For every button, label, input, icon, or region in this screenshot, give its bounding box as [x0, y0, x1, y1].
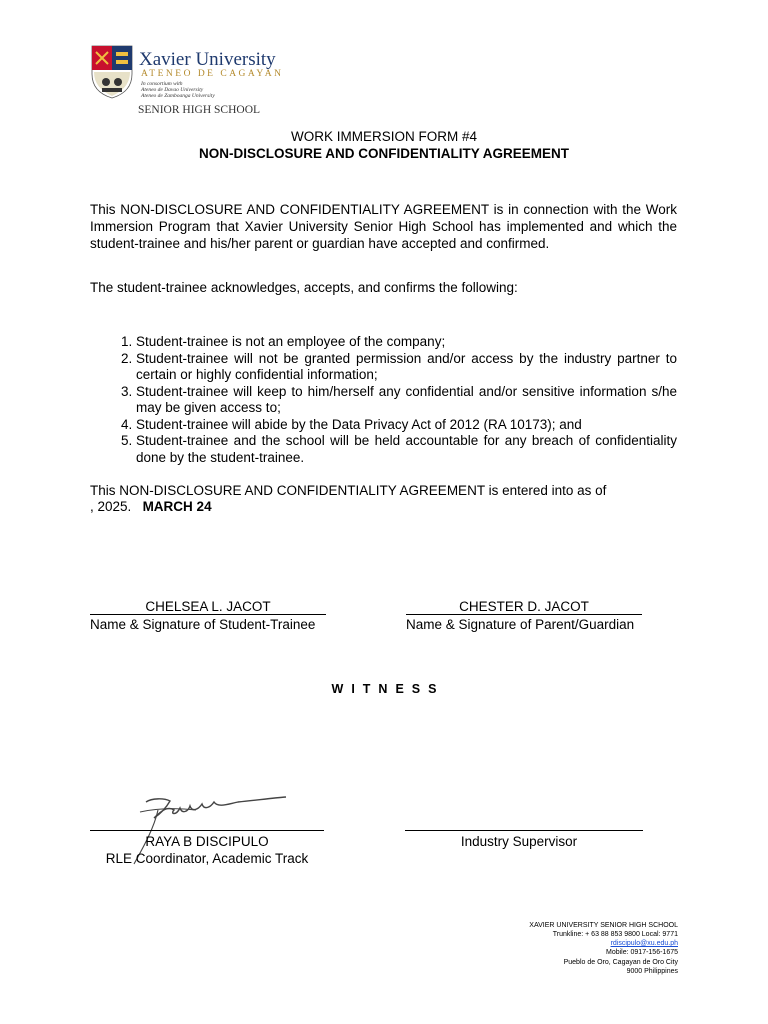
footer-city: 9000 Philippines — [626, 968, 678, 975]
footer-address: Pueblo de Oro, Cagayan de Oro City — [563, 959, 678, 966]
footer-email-link[interactable]: rdiscipulo@xu.edu.ph — [610, 940, 678, 947]
student-signature-label: Name & Signature of Student-Trainee — [90, 617, 316, 632]
list-item: 1. Student-trainee is not an employee of the company; — [136, 334, 677, 351]
footer-school: XAVIER UNIVERSITY SENIOR HIGH SCHOOL — [529, 922, 678, 929]
logo-consortium-line: Ateneo de Davao University — [141, 87, 204, 93]
list-item: 2. Student-trainee will not be granted permission and/or access by the industry partner to certain or highly confidential information; — [136, 351, 677, 384]
terms-list — [90, 334, 677, 466]
entered-paragraph: This NON-DISCLOSURE AND CONFIDENTIALITY AGREEMENT is entered into as of — [90, 483, 607, 498]
coordinator-name: RAYA B DISCIPULO — [145, 834, 269, 849]
logo-ateneo: ATENEO DE CAGAYAN — [141, 69, 284, 79]
coordinator-signature-line — [90, 830, 324, 831]
list-item: 3. Student-trainee will keep to him/herself any confidential and/or sensitive information s/he may be given access to; — [136, 384, 677, 417]
coordinator-title: RLE Coordinator, Academic Track — [105, 851, 309, 866]
logo-consortium-line: In consortium with — [141, 81, 183, 87]
industry-supervisor-label: Industry Supervisor — [460, 834, 578, 849]
logo-consortium-line: Ateneo de Zamboanga University — [141, 93, 215, 99]
list-item: 4. Student-trainee will abide by the Data Privacy Act of 2012 (RA 10173); and — [136, 417, 677, 434]
student-name: CHELSEA L. JACOT — [90, 599, 326, 615]
parent-name: CHESTER D. JACOT — [406, 599, 642, 615]
agreement-title: NON-DISCLOSURE AND CONFIDENTIALITY AGREEMENT — [198, 146, 569, 161]
logo-university-name: Xavier University — [139, 49, 276, 70]
school-logo — [90, 44, 390, 124]
footer-trunkline: Trunkline: + 63 88 853 9800 Local: 9771 — [552, 931, 678, 938]
parent-signature-label: Name & Signature of Parent/Guardian — [406, 617, 635, 632]
agreement-date: MARCH 24 — [142, 499, 212, 514]
date-line — [90, 499, 212, 514]
industry-signature-line — [405, 830, 643, 831]
lead-paragraph: The student-trainee acknowledges, accepts, and confirms the following: — [90, 280, 518, 295]
list-item: 5. Student-trainee and the school will be held accountable for any breach of confidentiality done by the student-trainee. — [136, 433, 677, 466]
crest-icon — [90, 44, 134, 100]
intro-paragraph: This NON-DISCLOSURE AND CONFIDENTIALITY AGREEMENT is in connection with the Work Immersion Program that Xavier University Senior High School has implemented and which the student-trainee and his/her parent or guardian have accepted and confirmed. — [90, 202, 677, 251]
year-text: , 2025. — [90, 499, 132, 514]
logo-school-label: SENIOR HIGH SCHOOL — [138, 104, 261, 116]
footer-mobile: Mobile: 0917-156-1675 — [606, 949, 678, 956]
form-title: WORK IMMERSION FORM #4 — [290, 129, 477, 144]
witness-heading: WITNESS — [331, 682, 445, 696]
